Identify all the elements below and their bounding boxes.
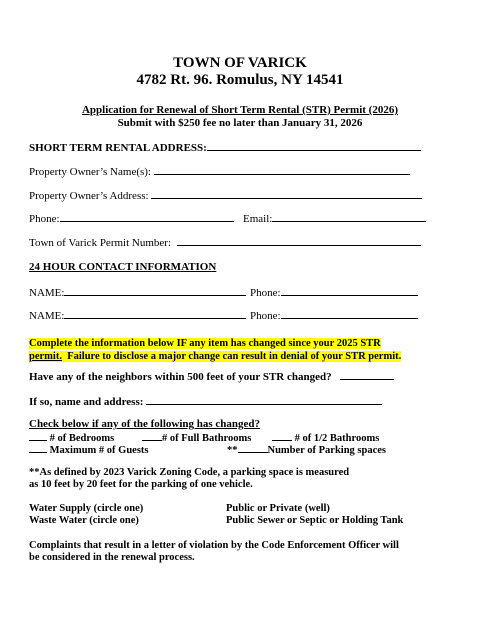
contact-phone-input-1[interactable]: [281, 286, 418, 296]
water-supply-options[interactable]: Public or Private (well): [226, 503, 330, 514]
submit-note: Submit with $250 fee no later than January 31, 2026: [117, 117, 363, 129]
half-baths-label: # of 1/2 Bathrooms: [294, 433, 380, 444]
neighbors-answer-input[interactable]: [340, 370, 394, 380]
water-supply-label: Water Supply (circle one): [29, 503, 144, 514]
str-address-input[interactable]: [207, 141, 421, 151]
full-baths-input[interactable]: [142, 431, 162, 441]
owner-address-label: Property Owner’s Address:: [29, 190, 149, 202]
email-row: [243, 212, 426, 225]
permit-number-row: [29, 236, 421, 249]
owner-address-input[interactable]: [151, 189, 422, 199]
phone-email-row: [29, 212, 234, 225]
if-so-input[interactable]: [146, 395, 382, 405]
str-address-row: [29, 141, 421, 154]
waste-water-options[interactable]: Public Sewer or Septic or Holding Tank: [226, 515, 404, 526]
permit-number-input[interactable]: [177, 236, 421, 246]
contact-name-input-1[interactable]: [64, 286, 246, 296]
if-so-label: If so, name and address:: [29, 396, 144, 408]
full-baths-label: # of Full Bathrooms: [162, 433, 252, 444]
contact-phone-label: Phone:: [250, 287, 281, 299]
town-title: TOWN OF VARICK: [173, 55, 307, 71]
phone-input[interactable]: [60, 212, 234, 222]
contact-name-input-2[interactable]: [64, 309, 246, 319]
contact-name-label: NAME:: [29, 310, 65, 322]
parking-row: [227, 443, 386, 456]
contact-phone-input-2[interactable]: [281, 309, 418, 319]
contact-heading: 24 HOUR CONTACT INFORMATION: [29, 261, 217, 273]
email-label: Email:: [243, 213, 273, 225]
contact-row-2: [29, 309, 246, 322]
waste-water-label: Waste Water (circle one): [29, 515, 139, 526]
neighbors-question-row: [29, 370, 394, 383]
owner-names-label: Property Owner’s Name(s):: [29, 166, 151, 178]
bedrooms-label: # of Bedrooms: [49, 433, 115, 444]
owner-names-input[interactable]: [154, 165, 410, 175]
half-baths-input[interactable]: [272, 431, 292, 441]
contact-phone-row-2: [250, 309, 418, 322]
complaints-line-2: be considered in the renewal process.: [29, 552, 195, 563]
parking-note-line-2: as 10 feet by 20 feet for the parking of one vehicle.: [29, 479, 253, 490]
parking-prefix: **: [227, 445, 238, 456]
contact-phone-row-1: [250, 286, 418, 299]
changes-heading: Check below if any of the following has changed?: [29, 418, 261, 430]
parking-input[interactable]: [238, 443, 268, 453]
contact-phone-label: Phone:: [250, 310, 281, 322]
owner-address-row: [29, 189, 422, 202]
permit-number-label: Town of Varick Permit Number:: [29, 237, 172, 249]
owner-names-row: [29, 165, 410, 178]
bedrooms-input[interactable]: [29, 431, 47, 441]
notice-line-1: Complete the information below IF any item has changed since your 2025 STR: [29, 338, 381, 349]
str-address-label: SHORT TERM RENTAL ADDRESS:: [29, 142, 207, 154]
phone-label: Phone:: [29, 213, 60, 225]
complaints-line-1: Complaints that result in a letter of violation by the Code Enforcement Officer will: [29, 540, 399, 551]
max-guests-input[interactable]: [29, 443, 47, 453]
parking-note-line-1: **As defined by 2023 Varick Zoning Code, a parking space is measured: [29, 467, 350, 478]
contact-name-label: NAME:: [29, 287, 65, 299]
notice-line-2: permit. Failure to disclose a major change can result in denial of your STR permit.: [29, 351, 402, 362]
application-title: Application for Renewal of Short Term Rental (STR) Permit (2026): [81, 104, 398, 116]
max-guests-label: Maximum # of Guests: [49, 445, 149, 456]
parking-label: Number of Parking spaces: [267, 445, 387, 456]
email-input[interactable]: [272, 212, 426, 222]
if-so-row: [29, 395, 382, 408]
town-address: 4782 Rt. 96. Romulus, NY 14541: [136, 72, 344, 88]
neighbors-question: Have any of the neighbors within 500 feet of your STR changed?: [29, 371, 332, 383]
contact-row-1: [29, 286, 246, 299]
max-guests-row: [29, 443, 149, 456]
